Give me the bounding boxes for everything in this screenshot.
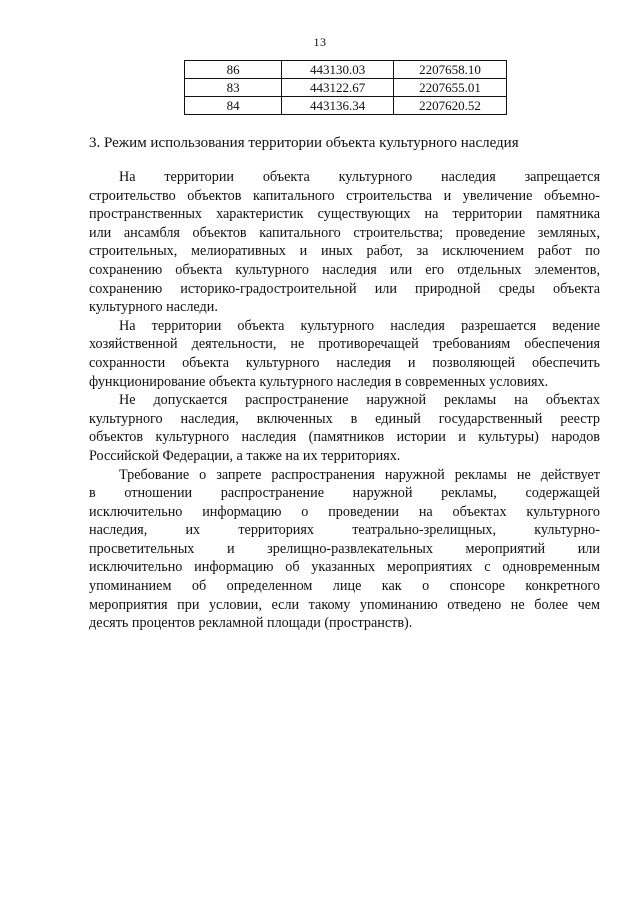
text-line: упоминанием об определенном лице как о спонсоре конкретного bbox=[89, 578, 600, 595]
text-line: исключительно информацию о проведении на объектах культурного bbox=[89, 503, 600, 520]
table-cell-point: 83 bbox=[185, 79, 282, 97]
text-line: в отношении распространение наружной рекламы, содержащей bbox=[89, 485, 600, 502]
table-cell-point: 86 bbox=[185, 61, 282, 79]
table-row bbox=[185, 97, 507, 115]
table-cell-y: 2207658.10 bbox=[394, 61, 507, 79]
text-line: исключительно информацию об указанных мероприятиях с одновременным bbox=[89, 559, 600, 576]
paragraph-prohibitions bbox=[89, 168, 600, 317]
text-line: десять процентов рекламной площади (пространств). bbox=[89, 615, 413, 632]
table-cell-x: 443122.67 bbox=[282, 79, 394, 97]
text-line: Требование о запрете распространения наружной рекламы не действует bbox=[119, 466, 600, 483]
text-line: На территории объекта культурного наследия разрешается ведение bbox=[119, 317, 600, 334]
table-cell-y: 2207620.52 bbox=[394, 97, 507, 115]
page-number: 13 bbox=[313, 35, 327, 49]
table-row bbox=[185, 79, 507, 97]
text-line: наследия, их территориях театрально-зрелищных, культурно- bbox=[89, 522, 600, 539]
table-cell-x: 443130.03 bbox=[282, 61, 394, 79]
text-line: функционирование объекта культурного наследия в современных условиях. bbox=[89, 373, 549, 390]
table-row bbox=[185, 61, 507, 79]
text-line: хозяйственной деятельности, не противоречащей требованиям обеспечения bbox=[89, 336, 600, 353]
text-line: строительных, мелиоративных и иных работ, за исключением работ по bbox=[89, 243, 600, 260]
section-body bbox=[89, 168, 600, 633]
paragraph-advertising-exception bbox=[89, 466, 600, 633]
text-line: сохранению объекта культурного наследия или его отдельных элементов, bbox=[89, 261, 600, 278]
text-line: просветительных и зрелищно-развлекательных мероприятий или bbox=[89, 540, 600, 557]
text-line: сохранению историко-градостроительной или природной среды объекта bbox=[89, 280, 600, 297]
section-heading: 3. Режим использования территории объекта культурного наследия bbox=[89, 135, 519, 151]
text-line: объектов культурного наследия (памятников истории и культуры) народов bbox=[89, 429, 600, 446]
paragraph-advertising-ban bbox=[89, 391, 600, 465]
text-line: или ансамбля объектов капитального строительства; проведение земляных, bbox=[89, 224, 600, 241]
text-line: строительство объектов капитального строительства и увеличение объемно- bbox=[89, 187, 600, 204]
text-line: мероприятия при условии, если такому упоминанию отведено не более чем bbox=[89, 596, 600, 613]
text-line: Не допускается распространение наружной рекламы на объектах bbox=[119, 392, 600, 409]
text-line: Российской Федерации, а также на их территориях. bbox=[89, 447, 401, 464]
table-cell-x: 443136.34 bbox=[282, 97, 394, 115]
text-line: На территории объекта культурного наследия запрещается bbox=[119, 169, 600, 185]
paragraph-permissions bbox=[89, 317, 600, 391]
table-cell-point: 84 bbox=[185, 97, 282, 115]
text-line: сохранности объекта культурного наследия и позволяющей обеспечить bbox=[89, 354, 600, 371]
table-cell-y: 2207655.01 bbox=[394, 79, 507, 97]
coordinates-table bbox=[184, 60, 507, 115]
text-line: культурного наследи. bbox=[89, 299, 218, 316]
text-line: пространственных характеристик существующих на территории памятника bbox=[89, 206, 600, 223]
text-line: культурного наследия, включенных в единый государственный реестр bbox=[89, 410, 600, 427]
